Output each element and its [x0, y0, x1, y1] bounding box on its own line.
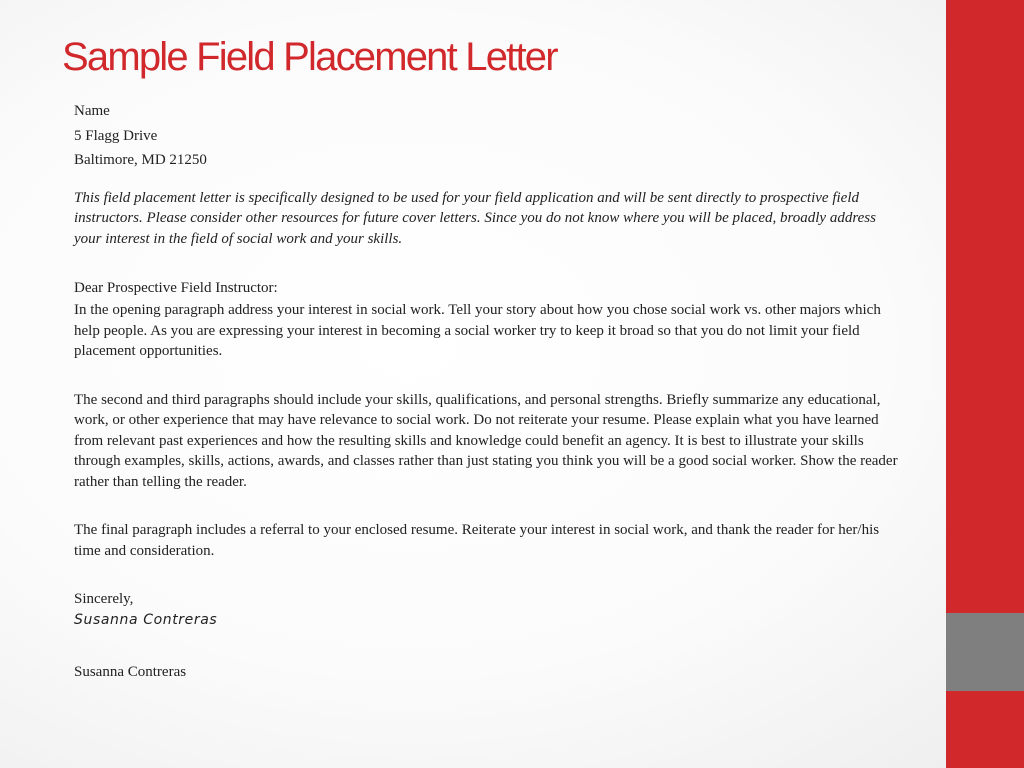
instruction-note: This field placement letter is specifically designed to be used for your field application and will be sent directly to prospective field instructors. Please consider other resources for future cover letters. Since you do not know where you will be placed, broadly address your interest in the field of social work and your skills.: [74, 189, 876, 247]
address-city: Baltimore, MD 21250: [74, 152, 207, 168]
salutation: Dear Prospective Field Instructor:: [74, 280, 278, 296]
closing: Sincerely,: [74, 591, 134, 607]
sender-address: [74, 99, 904, 173]
side-bar-red-bottom: [946, 691, 1024, 768]
printed-name: Susanna Contreras: [74, 663, 187, 680]
address-street: 5 Flagg Drive: [74, 127, 158, 144]
address-name: Name: [74, 103, 110, 119]
handwritten-signature: Susanna Contreras: [74, 611, 218, 628]
decorative-side-bar: [946, 0, 1024, 768]
slide-title: Sample Field Placement Letter: [62, 35, 557, 79]
side-bar-gray-block: [946, 613, 1024, 691]
paragraph-opening: In the opening paragraph address your interest in social work. Tell your story about how you chose social work vs. other majors which help people. As you are expressing your interest in becoming a social worker try to keep it broad so that you do not limit your field placement opportunities.: [74, 302, 881, 359]
letter-body: [74, 99, 904, 682]
paragraph-final: The final paragraph includes a referral to your enclosed resume. Reiterate your interest in social work, and thank the reader for her/his time and consideration.: [74, 522, 880, 559]
side-bar-red-top: [946, 0, 1024, 613]
paragraph-skills: The second and third paragraphs should include your skills, qualifications, and personal strengths. Briefly summarize any educational, work, or other experience that may have relevance to social work. Do not reiterate your resume. Please explain what you have learned from relevant past experiences and how the resulting skills and knowledge could benefit an agency. It is best to illustrate your skills through examples, skills, actions, awards, and classes rather than just stating you think you will be a good social worker. Show the reader rather than telling the reader.: [74, 391, 898, 490]
